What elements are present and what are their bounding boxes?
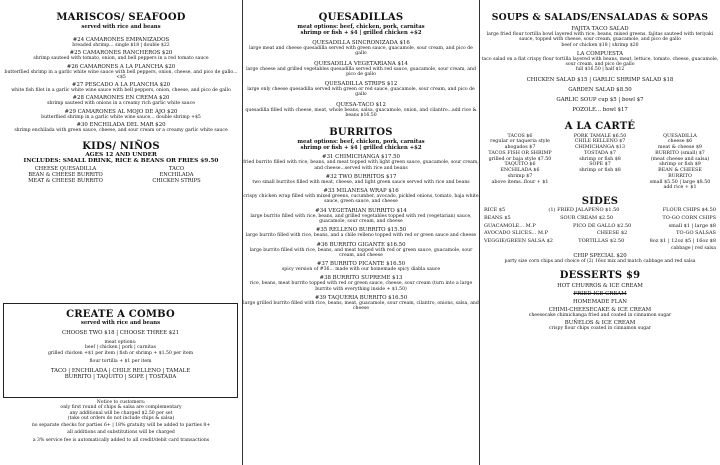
item-name: QUESA-TACO $12 (336, 101, 386, 108)
carte-line: small $5.50 | large $8.50 (649, 179, 711, 185)
side-item: FLOUR CHIPS $4.50 (662, 207, 716, 214)
chip-special-desc: party size corn chips and choice of (2) 16oz mix and match cabbage and red salsa (504, 259, 696, 265)
carte-line: ahogados $7 (504, 145, 536, 151)
carte-line: cheese $6 (667, 139, 693, 145)
quesadillas-meat-extra: shrimp or fish + $4 | grilled chicken +$2 (300, 30, 422, 36)
compuesta-desc: taco salad on a flat crispy flour tortilla layered with beans, meat, lettuce, tomato, cheese, guacamole, sour cream, and pico de gallo (481, 56, 719, 68)
sides-row (480, 223, 720, 231)
carte-line: meat & cheese $9 (658, 145, 702, 151)
sides-row (480, 207, 720, 215)
side-item: TORTILLAS $2.50 (578, 238, 625, 245)
item-name: #30 ENCHILADA DEL MAR $20 (76, 121, 166, 128)
dessert-desc: cheesecake chimichanga fried and coated in cinnamon sugar (528, 312, 672, 318)
item-desc: white fish filet in a garlic white wine sauce with bell peppers, onion, cheese, and pico de gallo (11, 88, 231, 94)
item-desc: large meat and cheese quesadilla served with green sauce, guacamole, sour cream, and pico de gallo (249, 46, 473, 57)
item-desc: large burrito filled with rice, beans, and a chile relleno topped with red or green sauce and cheese (245, 233, 477, 239)
mariscos-list (0, 37, 242, 133)
notice-line: Notice to customers: (96, 400, 146, 405)
carte-col (560, 134, 640, 192)
carte-line: add rice + $1 (663, 185, 697, 191)
soup-line: POZOLE... bowl $17 (572, 106, 628, 113)
burritos-list (243, 154, 479, 311)
carte-col (640, 134, 720, 192)
item-desc: large only cheese quesadilla served with green or red sauce, guacamole, sour cream, and pico de gallo (247, 87, 475, 98)
carte-line: CHIMICHANGA $13 (574, 145, 626, 151)
item-name: #32 TWO BURRITOS $17 (325, 173, 397, 180)
item-desc: shrimp sauteed with tomato, onion, and bell peppers in a red tomato sauce (33, 56, 209, 62)
quesadillas-meat: meat options: beef, chicken, pork, carnitas (297, 24, 425, 30)
item-name: #39 TAQUERIA BURRITO $16.50 (314, 294, 408, 301)
chip-special: CHIP SPECIAL $20 (573, 253, 627, 260)
desserts-title: DESSERTS $9 (559, 269, 641, 281)
combo-box (3, 303, 238, 398)
burritos-meat: meat options: beef, chicken, pork, carnitas (297, 139, 425, 146)
soup-line: GARDEN SALAD $8.50 (568, 86, 632, 93)
item-desc: quesadilla filled with cheese, meat, whole beans, salsa, guacamole, onion, and cilantro...add rice & beans $16.50 (245, 107, 477, 118)
side-item: GUACAMOLE... M.P (484, 222, 536, 229)
side-item: AVOCADO SLICES... M.P (484, 230, 548, 237)
soup-line: GARLIC SOUP cup $5 | bowl $7 (556, 96, 644, 103)
item-name: #31 CHIMICHANGA $17.50 (322, 154, 400, 161)
combo-meat-extra: grilled chicken +$1 per item | fish or shrimp + $1.50 per item (47, 350, 194, 356)
carte-col (480, 134, 560, 192)
mariscos-item (0, 109, 242, 120)
combo-subtitle: served with rice and beans (80, 320, 161, 326)
side-item: BEANS $5 (484, 214, 511, 221)
carte-line: shrimp $7 (507, 173, 533, 179)
notice-line: no separate checks for parties 6+ | 18% gratuity will be added to parties 8+ (31, 423, 211, 429)
carte-grid (480, 134, 720, 192)
combo-line1: TACO | ENCHILADA | CHILE RELLENO | TAMALE (50, 368, 191, 375)
carte-line: PORK TAMALE $6.50 (573, 133, 627, 139)
item-name: #36 BURRITO GIGANTE $16.50 (316, 241, 406, 248)
item-desc: two small burritos filled with meat, cheese, and light green sauce served with rice and beans (252, 179, 470, 185)
carte-line: grilled or baja style $7.50 (488, 156, 552, 162)
quesadillas-list (243, 40, 479, 118)
item-desc: shrimp sauteed with onions in a creamy rich garlic white sauce (47, 101, 195, 107)
carte-line: shrimp or fish $9 (659, 162, 701, 168)
carte-line: QUESADILLA (663, 133, 697, 139)
combo-choose: CHOOSE TWO $18 | CHOOSE THREE $21 (61, 330, 180, 336)
mariscos-item (0, 64, 242, 81)
dessert-name: HOMEMADE FLAN (573, 298, 627, 305)
item-desc: large cheese and grilled vegetables quesadilla served with red sauce, guacamole, sour cream, and pico de gallo (246, 66, 476, 77)
kids-includes: INCLUDES: SMALL DRINK, RICE & BEANS OR FRIES $9.50 (23, 158, 219, 165)
right-column (480, 0, 720, 331)
sides-row (480, 230, 720, 238)
notice-line: only first round of chips & salsa are complementary (60, 405, 182, 411)
item-name: #37 BURRITO PICANTE $16.50 (316, 261, 406, 268)
kids-item: CHICKEN STRIPS (152, 178, 201, 185)
item-name: #27 PESCADO A LA PLANCHA $20 (71, 82, 171, 89)
carte-line: TACOS FISH OR SHRIMP (488, 150, 552, 156)
side-item: VEGGIE/GREEN SALSA $2 (484, 238, 553, 245)
side-item: TO-GO SALSAS (676, 230, 716, 237)
carte-line: TAQUITO $6 (504, 162, 536, 168)
item-name: #26 CAMARONES A LA PLANCHA $20 (66, 63, 176, 70)
mariscos-item (0, 50, 242, 61)
item-name: #38 BURRITO SUPREME $13 (319, 275, 403, 282)
soups-title: SOUPS & SALADS/ENSALADAS & SOPAS (491, 12, 709, 23)
item-name: #28 CAMARONES EN CREMA $20 (72, 95, 170, 102)
item-name: #33 MILANESA WRAP $16 (323, 188, 399, 195)
kids-age: AGES 12 AND UNDER (85, 152, 157, 159)
side-item: RICE $5 (484, 207, 506, 214)
dessert-name: BUÑELOS & ICE CREAM (564, 319, 636, 326)
compuesta-price: full $16.50 | half $12 (575, 67, 625, 73)
side-item: (1) FRIED JALAPEÑO $1.50 (548, 207, 620, 214)
carte-line: (meat cheese and salsa) (650, 156, 710, 162)
carte-line: above items..flour + $1 (491, 179, 549, 185)
carte-line: SOPE $7 (589, 162, 611, 168)
carte-line: BEAN & CHEESE (658, 168, 702, 174)
notice-line: any additional will be charged $2.50 per set (69, 410, 173, 416)
fajita-price: beef or chicken $18 | shrimp $20 (561, 42, 639, 48)
compuesta-name: LA COMPUESTA (576, 50, 624, 57)
burritos-title: BURRITOS (329, 127, 393, 139)
item-desc: butterflied shrimp in a garlic white wine sauce with bell peppers, onion, cheese, and pico de gallo... <$5 (4, 69, 238, 80)
item-desc: rice, beans, meat burrito topped with red or green sauce, cheese, sour cream (turn into a large burrito with everything inside + $1.50) (249, 281, 473, 292)
dessert-name: HOT CHURROS & ICE CREAM (557, 282, 643, 289)
sides-grid (480, 207, 720, 246)
item-desc: butterflied shrimp in a garlic white wine sauce... double shrimp +$5 (41, 114, 201, 120)
left-column (0, 0, 242, 185)
burritos-meat-extra: shrimp or fish + $4 | grilled chicken +$2 (300, 145, 422, 152)
carte-line: shrimp or fish $8 (579, 168, 621, 174)
quesadillas-title: QUESADILLAS (318, 12, 404, 23)
notice-line: (take out orders do not include chips & salsa) (67, 415, 175, 421)
combo-flour: flour tortilla + $1 per item (89, 358, 152, 364)
mariscos-item (0, 82, 242, 93)
desserts-list (480, 283, 720, 332)
item-desc: fried burrito filled with rice, beans, and meat topped with light green sauce, guacamole, sour cream, and cheese...served with rice and beans (243, 160, 479, 171)
side-item: TO-GO CORN CHIPS (662, 214, 716, 221)
item-name: #25 CAMARONES RANCHEROS $20 (69, 50, 173, 57)
kids-item: TACO (168, 166, 185, 173)
dessert-name: CHIMI-CHEESECAKE & ICE CREAM (548, 306, 652, 313)
kids-items (0, 167, 242, 185)
item-name: #35 RELLENO BURRITO $15.50 (315, 227, 407, 234)
combo-meat-label: meat options: (104, 340, 137, 345)
carte-line: BURRITO (small) $7 (655, 150, 705, 156)
notice (0, 400, 242, 443)
item-name: QUESADILLA STRIPS $12 (324, 81, 398, 88)
kids-item: ENCHILADA (159, 172, 194, 179)
item-name: #24 CAMARONES EMPANIZADOS (72, 37, 170, 43)
side-item: SOUR CREAM $2.50 (560, 214, 614, 221)
item-name: QUESADILLA SINCRONIZADA $16 (312, 40, 410, 46)
carte-line: TACOS $6 (507, 133, 533, 139)
item-desc: crispy chicken wrap filled with mixed greens, cucumber, avocado, pickled onions, tomato, baja white sauce, green sauce, and cheese (243, 194, 479, 205)
combo-title: CREATE A COMBO (66, 309, 175, 320)
item-name: #34 VEGETARIAN BURRITO $14 (315, 207, 407, 214)
sides-row (480, 238, 720, 246)
sides-title: SIDES (581, 196, 619, 208)
mariscos-title: MARISCOS/ SEAFOOD (56, 12, 186, 23)
carte-line: ENCHILADA $6 (500, 168, 540, 174)
fajita-name: FAJITA TACO SALAD (571, 26, 629, 32)
side-item: small $1 | large $8 (668, 222, 716, 229)
carte-line: CHILE RELLENO $7 (574, 139, 626, 145)
kids-item: BEAN & CHEESE BURRITO (28, 172, 103, 179)
middle-column (243, 0, 479, 311)
combo-line2: BURRITO | TAQUITO | SOPE | TOSTADA (64, 374, 177, 381)
side-item: 8oz $1 | 12oz $5 | 16oz $8 (649, 238, 716, 245)
mariscos-subtitle: served with rice and beans (81, 24, 161, 30)
sides-row (480, 215, 720, 223)
dessert-name: FRIED ICE CREAM (573, 290, 627, 297)
item-desc: large grilled burrito filled with rice, beans, meat, guacamole, sour cream, cilantro, onions, salsa, and cheese (243, 300, 479, 312)
side-item: PICO DE GALLO $2.50 (572, 222, 632, 229)
dessert-desc: crispy flour chips coated in cinnamon sugar (548, 325, 652, 331)
carte-line: BURRITO (668, 173, 692, 179)
soup-line: CHICKEN SALAD $15 | GARLIC SHRIMP SALAD $18 (526, 76, 674, 83)
item-name: QUESADILLA VEGETARIANA $14 (314, 60, 408, 67)
kids-item: CHEESE QUESADILLA (34, 166, 97, 173)
carte-title: A LA CARTÉ (564, 120, 636, 132)
item-desc: large burrito filled with rice, beans, and meat topped with red or green sauce, guacamole, sour cream, and cheese (249, 247, 473, 258)
notice-line: all additions and substitutions will be charged (67, 430, 175, 436)
combo-meat-list: beef | chicken | pork | carnitas (84, 345, 157, 351)
item-desc: shrimp enchilada with green sauce, cheese, and sour cream or a creamy garlic white sauce (14, 127, 228, 133)
item-name: #29 CAMARONES AL MOJO DE AJO $20 (64, 108, 178, 115)
item-desc: large burrito filled with rice, beans, and grilled vegetables topped with red (vegetarian) sauce, guacamole, sour cream, and cheese (250, 213, 472, 224)
side-item: CHEESE $2 (596, 230, 628, 237)
fajita-desc: large fried flour tortilla bowl layered with rice, beans, mixed greens, fajitas sauteed with teriyaki sauce, topped with cheese, sour cream, guacamole, and pico de gallo (486, 32, 714, 43)
item-desc: spicy version of #36... made with our homemade spicy diabla sauce (281, 267, 441, 273)
item-desc: breaded shrimp... single $18 | double $22 (72, 43, 170, 48)
carte-line: regular or taqueria style (490, 139, 550, 145)
mariscos-item (0, 122, 242, 133)
mariscos-item (0, 95, 242, 106)
carte-line: TOSTADA $7 (584, 150, 616, 156)
kids-title: KIDS/ NIÑOS (82, 141, 160, 153)
to-go-salsa-note: cabbage | red salsa (670, 245, 716, 251)
mariscos-item (0, 37, 242, 48)
notice-line: a 3% service fee is automatically added to all credit/debit card transactions (32, 437, 210, 443)
carte-line: shrimp or fish $8 (579, 156, 621, 162)
kids-item: MEAT & CHEESE BURRITO (28, 178, 103, 185)
